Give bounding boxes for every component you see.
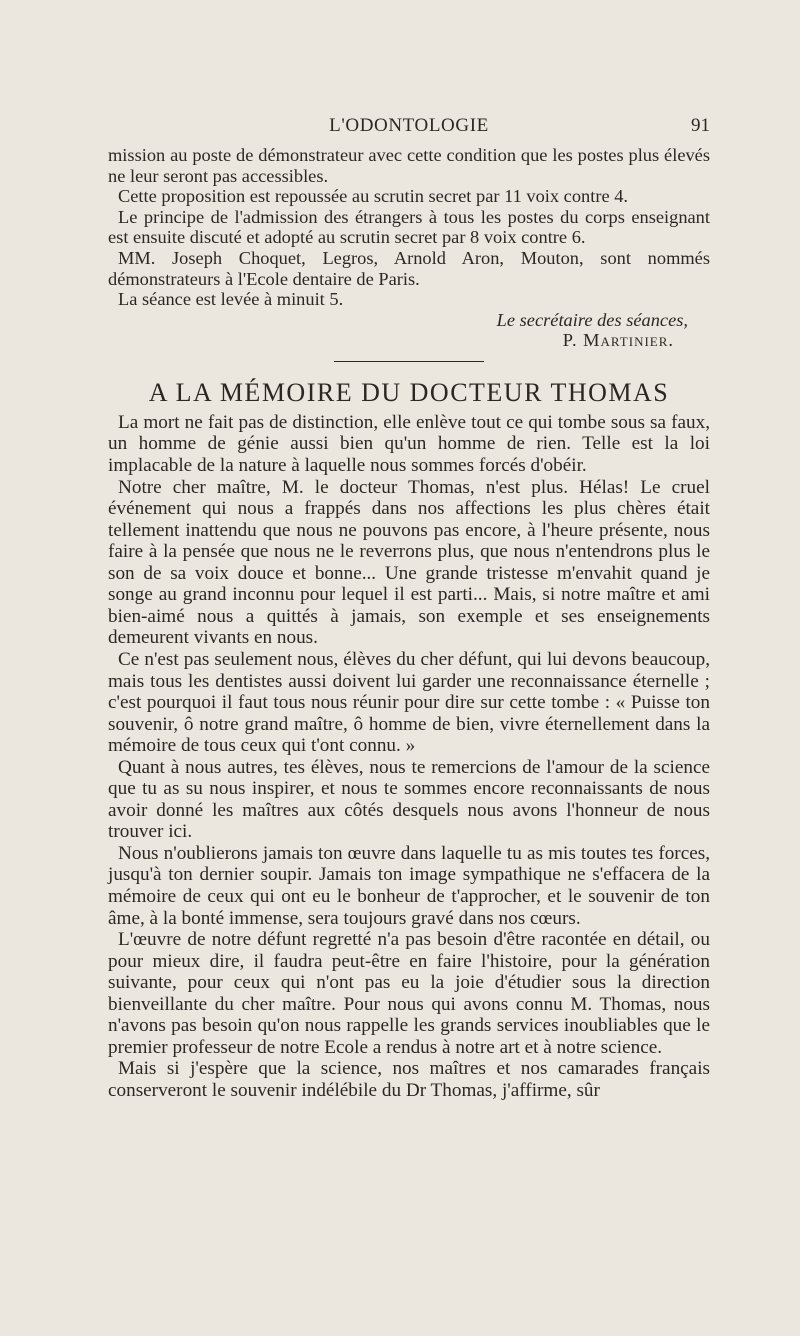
- article-paragraph: Nous n'oublierons jamais ton œuvre dans laquelle tu as mis toutes tes forces, jusqu'à ton dernier soupir. Jamais ton image sympathique ne s'effacera de la mémoire de ceux qui ont eu le bonheur de t'approcher, et le souvenir de ton âme, à la bonté immense, sera toujours gravé dans nos cœurs.: [108, 842, 710, 929]
- minutes-paragraph: mission au poste de démonstrateur avec cette condition que les postes plus élevés ne leur seront pas accessibles.: [108, 145, 710, 186]
- page-number: 91: [691, 115, 710, 136]
- article-paragraph: Ce n'est pas seulement nous, élèves du cher défunt, qui lui devons beaucoup, mais tous les dentistes aussi doivent lui garder une reconnaissance éternelle ; c'est pourquoi il faut tous nous réunir pour dire sur cette tombe : « Puisse ton souvenir, ô notre grand maître, ô homme de bien, vivre éternellement dans la mémoire de tous ceux qui t'ont connu. »: [108, 648, 710, 757]
- article-paragraph: L'œuvre de notre défunt regretté n'a pas besoin d'être racontée en détail, ou pour mieux dire, il faudra peut-être en faire l'histoire, pour la génération suivante, pour ceux qui n'ont pas eu la joie d'étudier sous la direction bienveillante du cher maître. Pour nous qui avons connu M. Thomas, nous n'avons pas besoin qu'on nous rappelle les grands services inoubliables que le premier professeur de notre Ecole a rendus à notre art et à notre science.: [108, 929, 710, 1058]
- section-divider: [334, 361, 484, 362]
- text-block: [108, 145, 710, 1101]
- running-title: L'ODONTOLOGIE: [329, 115, 489, 136]
- minutes-section: [108, 145, 710, 351]
- signature-name: P. Martinier.: [562, 330, 674, 351]
- article-section: [108, 378, 710, 1102]
- article-paragraph: Mais si j'espère que la science, nos maîtres et nos camarades français conserveront le souvenir indélébile du Dr Thomas, j'affirme, sûr: [108, 1058, 710, 1101]
- running-head: [108, 115, 710, 145]
- minutes-paragraph: MM. Joseph Choquet, Legros, Arnold Aron, Mouton, sont nommés démonstrateurs à l'Ecole dentaire de Paris.: [108, 247, 710, 289]
- article-paragraph: Notre cher maître, M. le docteur Thomas, n'est plus. Hélas! Le cruel événement qui nous a frappés dans nos affections les plus chères était tellement inattendu que nous ne pouvons pas encore, à l'heure présente, nous faire à la pensée que nous ne le reverrons plus, que nous n'entendrons plus le son de sa voix douce et bonne... Une grande tristesse m'envahit quand je songe au grand inconnu pour lequel il est parti... Mais, si notre maître et ami bien-aimé nous a quittés à jamais, son exemple et ses enseignements demeurent vivants en nous.: [108, 476, 710, 649]
- article-title: A LA MÉMOIRE DU DOCTEUR THOMAS: [148, 377, 670, 407]
- minutes-paragraph: Le principe de l'admission des étrangers à tous les postes du corps enseignant est ensuite discuté et adopté au scrutin secret par 8 voix contre 6.: [108, 206, 710, 248]
- signature: [108, 310, 710, 351]
- minutes-paragraph: La séance est levée à minuit 5.: [118, 289, 344, 310]
- minutes-paragraph: Cette proposition est repoussée au scrutin secret par 11 voix contre 4.: [118, 186, 629, 207]
- article-paragraph: Quant à nous autres, tes élèves, nous te remercions de l'amour de la science que tu as su nous inspirer, et nous te sommes encore reconnaissants de nous avoir donné les maîtres aux côtés desquels nous avons l'honneur de nous trouver ici.: [108, 756, 710, 843]
- article-paragraph: La mort ne fait pas de distinction, elle enlève tout ce qui tombe sous sa faux, un homme de génie aussi bien qu'un homme de rien. Telle est la loi implacable de la nature à laquelle nous sommes forcés d'obéir.: [108, 411, 710, 477]
- signature-role: Le secrétaire des séances,: [496, 309, 688, 330]
